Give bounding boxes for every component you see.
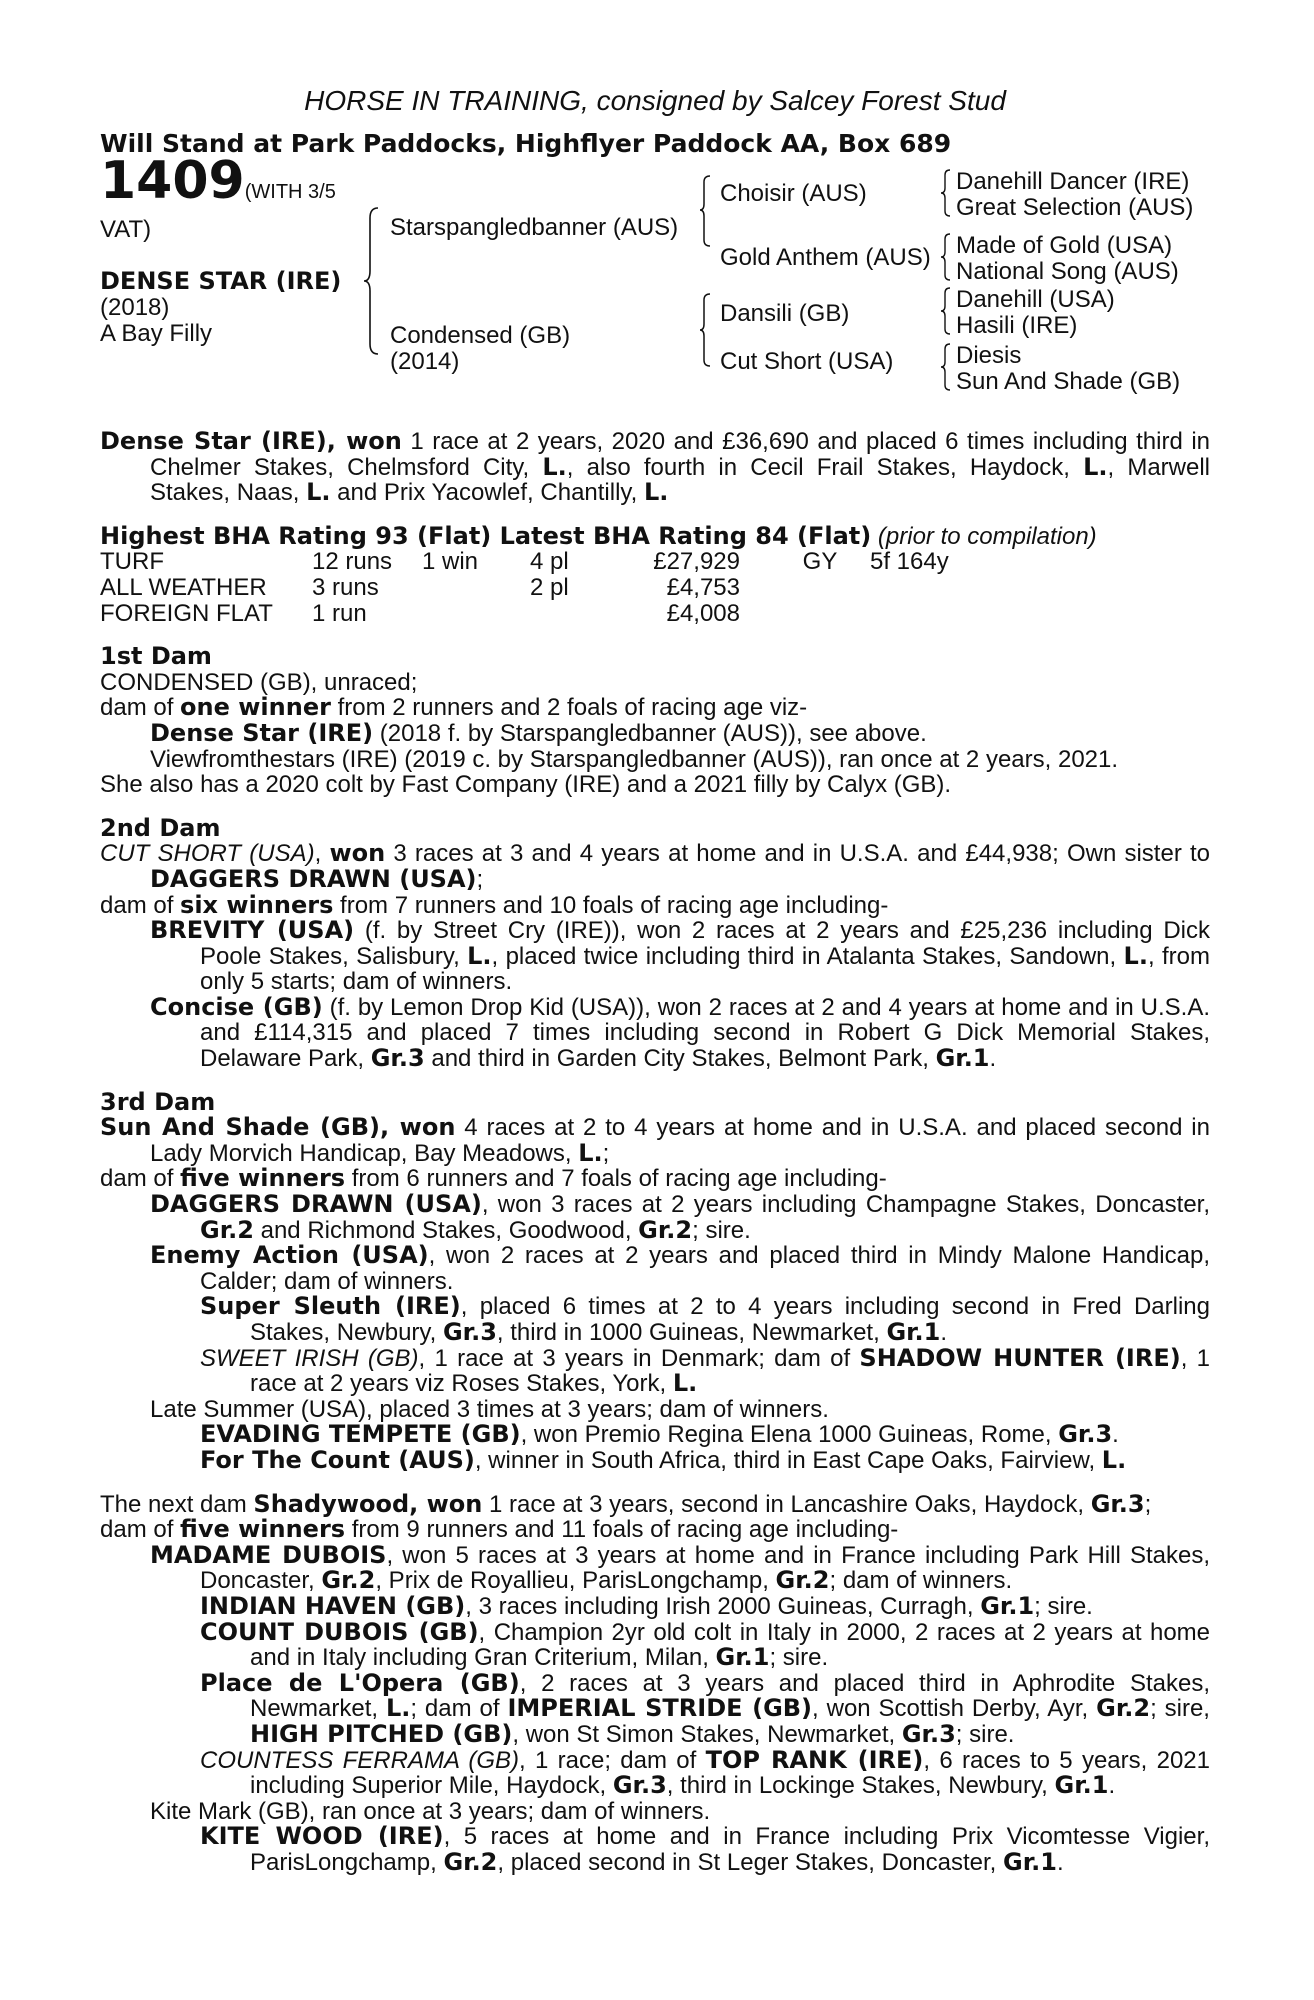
rating-section (100, 521, 1210, 627)
offspring-enemy-action: Enemy Action (USA), won 2 races at 2 years and placed third in Mindy Malone Handicap, Calder; dam of winners. (150, 1241, 1211, 1295)
stand-location: Will Stand at Park Paddocks, Highflyer Paddock AA, Box 689 (100, 129, 952, 158)
first-dam-note: She also has a 2020 colt by Fast Company (IRE) and a 2021 filly by Calyx (GB). (100, 771, 952, 799)
dam-sire-sire: Danehill (USA) (956, 286, 1115, 313)
performance-row (100, 601, 990, 627)
performance-wins (422, 575, 530, 601)
sire-sire-sire: Danehill Dancer (IRE) (956, 168, 1190, 195)
pedigree-bracket-g3-3 (940, 286, 954, 336)
catalogue-page (100, 84, 1210, 1875)
first-dam-line: CONDENSED (GB), unraced; (100, 668, 418, 696)
performance-surface: ALL WEATHER (100, 573, 267, 601)
dam-dam-sire: Diesis (956, 342, 1022, 369)
race-summary: Dense Star (IRE), won 1 race at 2 years, 2020 and £36,690 and placed 6 times including third in Chelmer Stakes, Chelmsford City, L., also fourth in Cecil Frail Stakes, Haydock, L., Marwell Stakes, Naas, L. and Prix Yacowlef, Chantilly, L. (100, 427, 1211, 507)
performance-runs: 1 run (312, 599, 367, 627)
first-dam-produce: dam of one winner from 2 runners and 2 foals of racing age viz- (100, 693, 808, 722)
offspring-countess-ferrama: COUNTESS FERRAMA (GB), 1 race; dam of TOP RANK (IRE), 6 races to 5 years, 2021 including Superior Mile, Haydock, Gr.3, third in Lockinge Stakes, Newbury, Gr.1. (200, 1745, 1210, 1800)
offspring-count-dubois: COUNT DUBOIS (GB), Champion 2yr old colt in Italy in 2000, 2 races at 2 years at home and in Italy including Gran Criterium, Milan, Gr.1; sire. (200, 1617, 1211, 1672)
performance-going: GY (802, 548, 838, 576)
performance-placed (530, 601, 640, 627)
performance-wins (422, 601, 530, 627)
horse-description: A Bay Filly (100, 320, 213, 347)
offspring-super-sleuth: Super Sleuth (IRE), placed 6 times at 2 to 4 years including second in Fred Darling Stakes, Newbury, Gr.3, third in 1000 Guineas, Newmarket, Gr.1. (200, 1292, 1210, 1346)
second-dam-line: CUT SHORT (USA), won 3 races at 3 and 4 years at home and in U.S.A. and £44,938; Own sister to DAGGERS DRAWN (USA); (100, 839, 1211, 893)
offspring-kite-wood: KITE WOOD (IRE), 5 races at home and in France including Prix Vicomtesse Vigier, ParisLongchamp, Gr.2, placed second in St Leger Stakes, Doncaster, Gr.1. (200, 1822, 1210, 1876)
dam-name: Condensed (GB) (390, 322, 571, 349)
offspring-kite-mark: Kite Mark (GB), ran once at 3 years; dam of winners. (150, 1797, 711, 1825)
third-dam-produce: dam of five winners from 6 runners and 7 foals of racing age including- (100, 1164, 887, 1193)
performance-surface: TURF (100, 548, 164, 576)
first-dam-title: 1st Dam (100, 642, 212, 671)
offspring-dense-star: Dense Star (IRE) (2018 f. by Starspangledbanner (AUS)), see above. (150, 718, 927, 747)
performance-going (770, 575, 870, 601)
sire-name: Starspangledbanner (AUS) (390, 214, 679, 241)
performance-going (770, 601, 870, 627)
offspring-place-de-lopera: Place de L'Opera (GB), 2 races at 3 years and placed third in Aphrodite Stakes, Newmarket, L.; dam of IMPERIAL STRIDE (GB), won Scottish Derby, Ayr, Gr.2; sire, HIGH PITCHED (GB), won St Simon Stakes, Newmarket, Gr.3; sire. (200, 1668, 1211, 1748)
performance-earnings: £4,008 (666, 599, 740, 627)
dam-sire: Dansili (GB) (720, 300, 850, 327)
offspring-for-the-count: For The Count (AUS), winner in South Africa, third in East Cape Oaks, Fairview, L. (200, 1445, 1127, 1474)
performance-earnings: £27,929 (653, 548, 740, 576)
dam-sire-dam: Hasili (IRE) (956, 312, 1078, 339)
horse-name: DENSE STAR (IRE) (100, 267, 342, 295)
performance-row (100, 549, 990, 575)
performance-distance: 5f 164y (870, 548, 949, 576)
third-dam-section (100, 1087, 1211, 1474)
offspring-daggers-drawn: DAGGERS DRAWN (USA), won 3 races at 2 years including Champagne Stakes, Doncaster, Gr.2 and Richmond Stakes, Goodwood, Gr.2; sire. (150, 1190, 1211, 1244)
performance-distance (870, 575, 990, 601)
offspring-evading-tempete: EVADING TEMPETE (GB), won Premio Regina Elena 1000 Guineas, Rome, Gr.3. (200, 1420, 1119, 1449)
sire-dam-sire: Made of Gold (USA) (956, 232, 1173, 259)
next-dam-section (100, 1489, 1211, 1876)
third-dam-line: Sun And Shade (GB), won 4 races at 2 to 4 years at home and in U.S.A. and placed second in Lady Morvich Handicap, Bay Meadows, L.; (100, 1113, 1210, 1167)
performance-surface: FOREIGN FLAT (100, 599, 273, 627)
bha-rating: Highest BHA Rating 93 (Flat) Latest BHA Rating 84 (Flat) (prior to compilation) (100, 521, 1097, 550)
next-dam-line: The next dam Shadywood, won 1 race at 3 years, second in Lancashire Oaks, Haydock, Gr.3; (100, 1489, 1152, 1518)
second-dam-title: 2nd Dam (100, 813, 221, 842)
offspring-concise: Concise (GB) (f. by Lemon Drop Kid (USA)), won 2 races at 2 and 4 years at home and in U.S.A. and £114,315 and placed 7 times including second in Robert G Dick Memorial Stakes, Delaware Park, Gr.3 and third in Garden City Stakes, Belmont Park, Gr.1. (150, 992, 1210, 1073)
pedigree-bracket-sire (698, 174, 714, 250)
performance-placed: 4 pl (530, 548, 569, 576)
performance-row (100, 575, 990, 601)
sire-sire: Choisir (AUS) (720, 180, 867, 207)
dam-year: (2014) (390, 348, 460, 375)
offspring-late-summer: Late Summer (USA), placed 3 times at 3 years; dam of winners. (150, 1395, 829, 1423)
pedigree-bracket-g3-4 (940, 342, 954, 392)
first-dam-section (100, 644, 1210, 798)
pedigree-bracket-main (362, 206, 382, 356)
performance-runs: 12 runs (312, 548, 393, 576)
sire-dam-dam: National Song (AUS) (956, 258, 1179, 285)
horse-year: (2018) (100, 294, 170, 321)
pedigree-block (100, 151, 1210, 421)
lot-vat-b: VAT) (100, 216, 152, 243)
page-header: HORSE IN TRAINING, consigned by Salcey Forest Stud (304, 85, 1006, 116)
lot-number: 1409(WITH 3/5 (100, 151, 336, 211)
third-dam-title: 3rd Dam (100, 1087, 216, 1116)
dam-dam-dam: Sun And Shade (GB) (956, 368, 1181, 395)
performance-runs: 3 runs (312, 573, 379, 601)
offspring-madame-dubois: MADAME DUBOIS, won 5 races at 3 years at home and in France including Park Hill Stakes, Doncaster, Gr.2, Prix de Royallieu, ParisLongchamp, Gr.2; dam of winners. (150, 1540, 1211, 1595)
performance-distance (870, 601, 990, 627)
second-dam-section (100, 813, 1211, 1073)
offspring-brevity: BREVITY (USA) (f. by Street Cry (IRE)), won 2 races at 2 years and £25,236 including Dick Poole Stakes, Salisbury, L., placed twice including third in Atalanta Stakes, Sandown, L., from only 5 starts; dam of winners. (150, 916, 1211, 996)
dam-dam: Cut Short (USA) (720, 348, 894, 375)
pedigree-bracket-dam (698, 292, 714, 370)
next-dam-produce: dam of five winners from 9 runners and 11 foals of racing age including- (100, 1515, 899, 1544)
performance-earnings: £4,753 (666, 573, 740, 601)
performance-wins: 1 win (422, 548, 479, 576)
sire-sire-dam: Great Selection (AUS) (956, 194, 1194, 221)
second-dam-produce: dam of six winners from 7 runners and 10 foals of racing age including- (100, 890, 889, 919)
offspring-indian-haven: INDIAN HAVEN (GB), 3 races including Irish 2000 Guineas, Curragh, Gr.1; sire. (200, 1591, 1093, 1620)
performance-table (100, 549, 990, 626)
sire-dam: Gold Anthem (AUS) (720, 244, 931, 271)
pedigree-bracket-g3-2 (940, 232, 954, 282)
pedigree-bracket-g3-1 (940, 168, 954, 218)
offspring-viewfromthestars: Viewfromthestars (IRE) (2019 c. by Starspangledbanner (AUS)), ran once at 2 years, 2021. (150, 745, 1119, 773)
offspring-sweet-irish: SWEET IRISH (GB), 1 race at 3 years in Denmark; dam of SHADOW HUNTER (IRE), 1 race at 2 years viz Roses Stakes, York, L. (200, 1343, 1211, 1398)
performance-placed: 2 pl (530, 573, 569, 601)
lot-vat-a: (WITH 3/5 (244, 181, 336, 203)
